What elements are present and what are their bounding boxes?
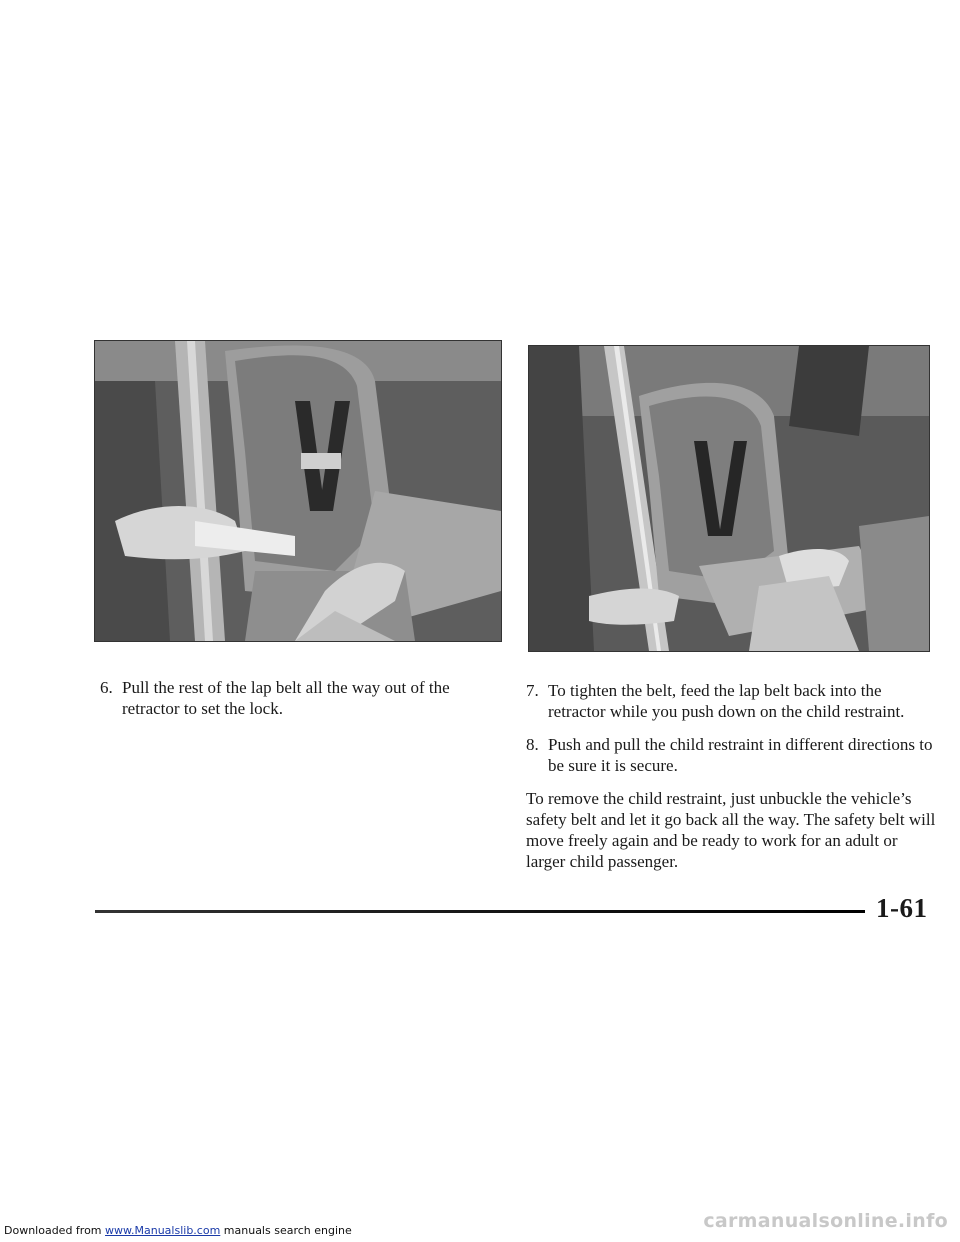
manualslib-link[interactable]: www.Manualslib.com — [105, 1224, 221, 1237]
step-text: Pull the rest of the lap belt all the way out of the retractor to set the lock. — [122, 678, 450, 718]
illustration-pull-lap-belt — [94, 340, 502, 642]
watermark-banner: carmanualsonline.info — [703, 1210, 948, 1232]
step-6 — [100, 677, 480, 719]
step-number: 7. — [526, 681, 539, 700]
illustration-svg — [95, 341, 501, 641]
removal-paragraph: To remove the child restraint, just unbuckle the vehicle’s safety belt and let it go back all the way. The safety belt will move freely again and be ready to work for an adult or larger child passenger. — [526, 789, 936, 871]
step-number: 8. — [526, 735, 539, 754]
credit-suffix: manuals search engine — [220, 1224, 352, 1237]
footer-rule — [95, 910, 865, 913]
page-number: 1-61 — [876, 893, 928, 923]
step-7 — [526, 680, 936, 722]
credit-prefix: Downloaded from — [4, 1224, 106, 1237]
illustration-svg — [529, 346, 929, 651]
step-number: 6. — [100, 678, 113, 697]
step-8 — [526, 734, 936, 776]
step-text: Push and pull the child restraint in different directions to be sure it is secure. — [548, 735, 933, 775]
illustration-tighten-belt — [528, 345, 930, 652]
step-text: To tighten the belt, feed the lap belt back into the retractor while you push down on the child restraint. — [548, 681, 905, 721]
